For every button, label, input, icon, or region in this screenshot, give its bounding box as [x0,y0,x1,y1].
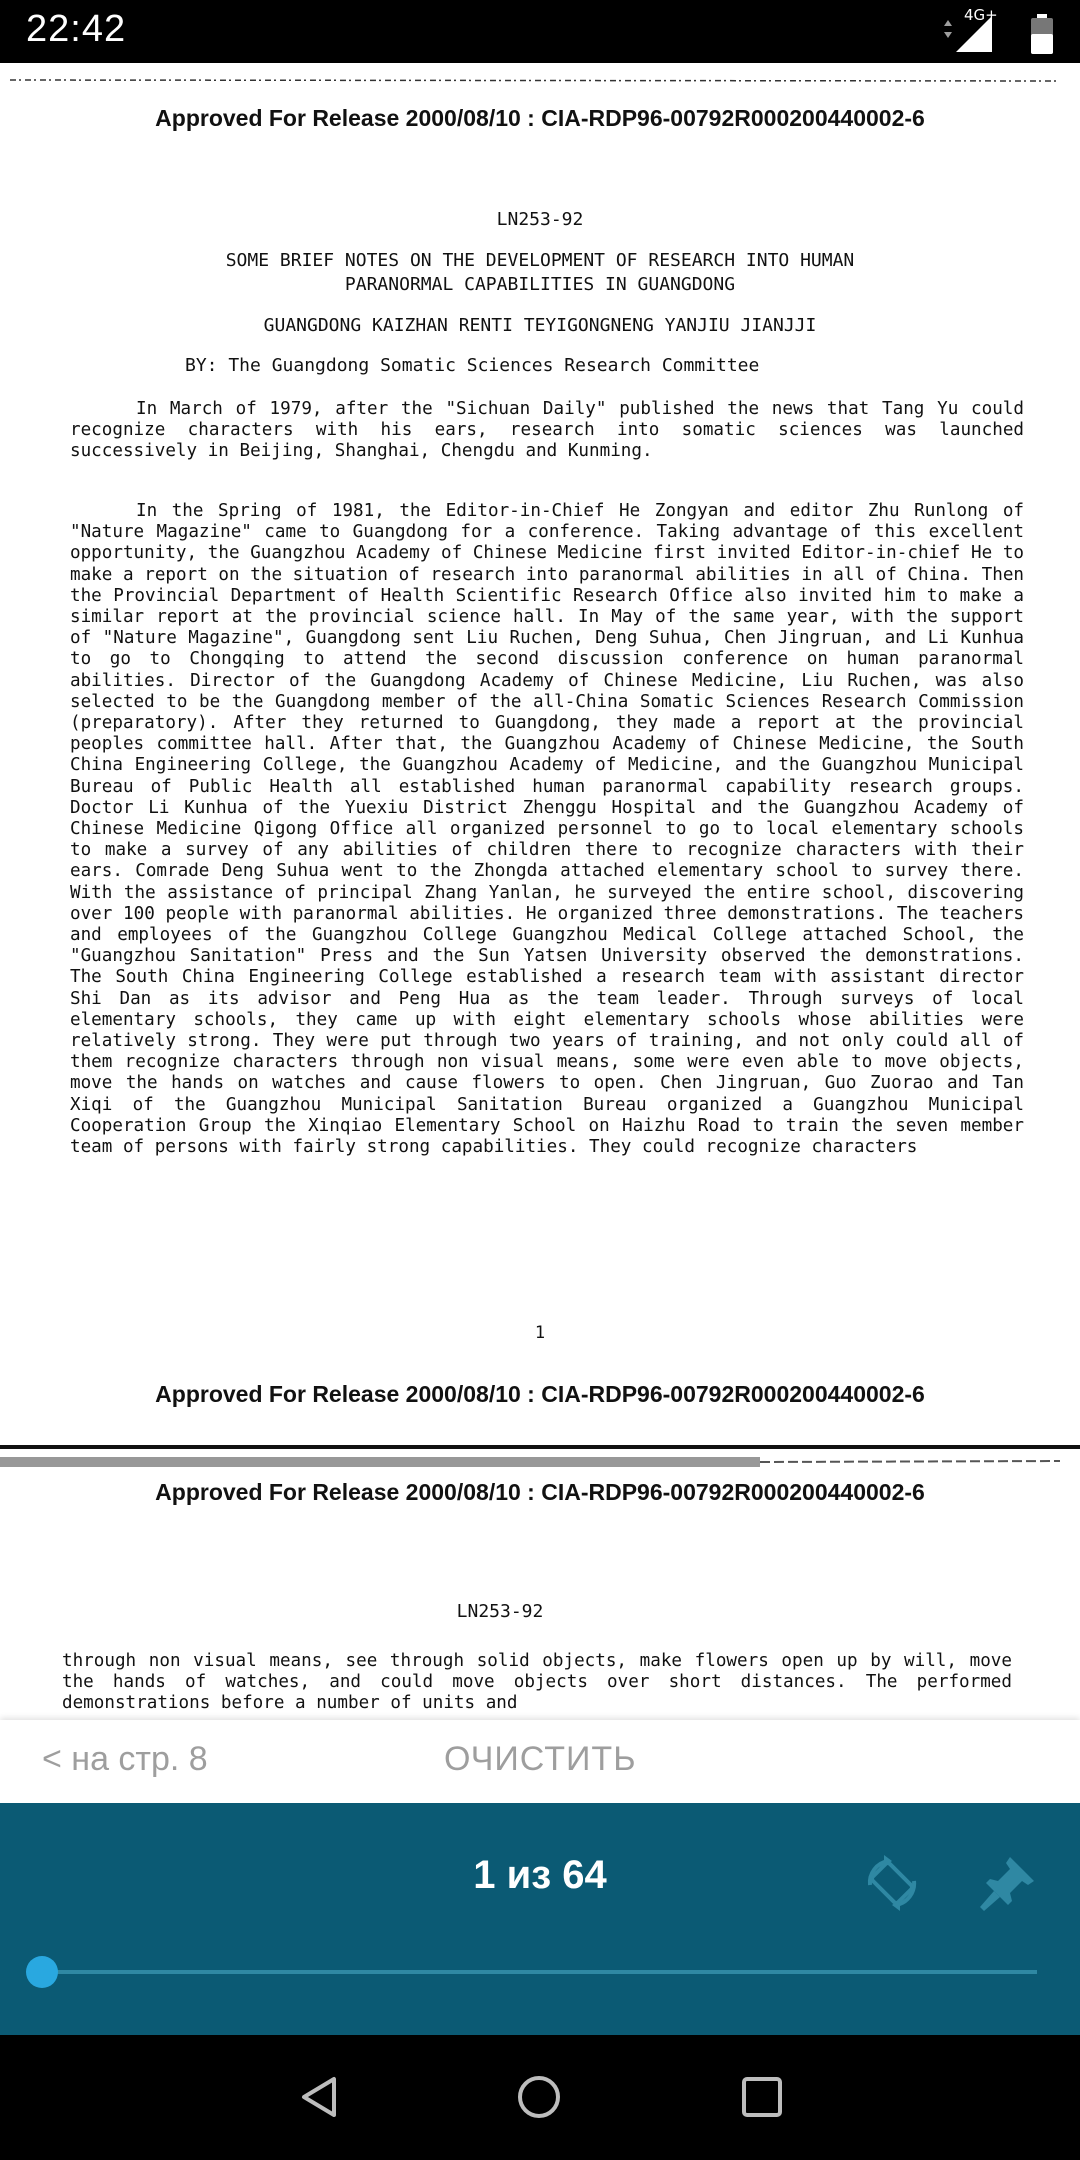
title-line-2: PARANORMAL CAPABILITIES IN GUANGDONG [344,274,736,295]
rotate-screen-icon[interactable] [860,1851,924,1915]
page-number: 1 [534,1323,546,1343]
document-id: LN253-92 [496,209,584,230]
back-triangle-icon[interactable] [296,2073,344,2121]
scan-streak [0,77,1080,85]
scan-streak [0,1455,1080,1469]
page-slider-track[interactable] [42,1970,1037,1974]
clear-button[interactable]: ОЧИСТИТЬ [444,1740,637,1778]
status-time: 22:42 [26,8,127,50]
home-circle-icon[interactable] [515,2073,563,2121]
page-divider [0,1445,1080,1449]
paragraph-2: In the Spring of 1981, the Editor-in-Chief He Zongyan and editor Zhu Runlong of "Nature Magazine" came to Guangdong for a conference. Taking advantage of this excellent opportunity, the Guangzhou Academy of Chinese Medicine first invited Editor-in-chief He to make a report on the situation of research into paranormal abilities in all of China. Then the Provincial Department of Health Scientific Research Office also invited him to make a similar report at the provincial science hall. In May of the same year, with the support of "Nature Magazine", Guangdong sent Liu Ruchen, Deng Suhua, Chen Jingruan, and Li Kunhua to go to Chongqing to attend the second discussion conference on human paranormal abilities. Director of the Guangdong Academy of Chinese Medicine, Liu Ruchen, was also selected to be the Guangdong member of the all-China Somatic Sciences Research Commission (preparatory). After they returned to Guangdong, they made a report at the provincial peoples committee hall. After that, the Guangzhou Academy of Chinese Medicine, the South China Engineering College, the Guangzhou Academy of Medicine, and the Guangzhou Municipal Bureau of Public Health all established human paranormal capability research groups. Doctor Li Kunhua of the Yuexiu District Zhenggu Hospital and the Guangzhou Academy of Chinese Medicine Qigong Office all organized personnel to go to local elementary schools to make a survey of any abilities of children there to recognize characters with their ears. Comrade Deng Suhua went to the Zhongda attached elementary school to survey there. With the assistance of principal Zhang Yanlan, he surveyed the entire school, discovering over 100 people with paranormal abilities. He organized three demonstrations. The teachers and employees of the Guangzhou College Guangzhou Medical College attached School, the "Guangzhou Sanitation" Press and the Sun Yatsen University observed the demonstrations. The South China Engineering College established a research team with assistant director Shi Dan as its advisor and Peng Hua as the team leader. Through surveys of local elementary schools, they came up with eight elementary schools whose abilities were relatively strong. They were put through two years of training, and not only could all of them recognize characters through non visual means, some were even able to move objects, move the hands on watches and cause flowers to open. Chen Jingruan, Guo Zuorao and Tan Xiqi of the Guangzhou Municipal Sanitation Bureau organized a Guangzhou Municipal Cooperation Group the Xinqiao Elementary School on Haizhu Road to train the seven member team of persons with fairly strong capabilities. They could recognize characters [70,501,1024,1158]
page-slider-thumb[interactable] [26,1956,58,1988]
network-type-label: 4G+ [964,6,998,24]
pin-icon[interactable] [976,1851,1040,1915]
paragraph-page-2: through non visual means, see through solid objects, make flowers open up by will, move the hands of watches, and could move objects over short distances. The performed demonstrations before a number of units and [62,1651,1012,1714]
page-control-panel [0,1803,1080,2035]
system-nav-bar [0,2035,1080,2160]
paragraph-1: In March of 1979, after the "Sichuan Daily" published the news that Tang Yu could recognize characters with his ears, research into somatic sciences was launched successively in Beijing, Shanghai, Chengdu and Kunming. [70,399,1024,462]
title-line-1: SOME BRIEF NOTES ON THE DEVELOPMENT OF RESEARCH INTO HUMAN [225,250,855,271]
search-result-strip [0,1720,1080,1803]
document-page-1[interactable] [0,63,1080,1445]
back-to-page-link[interactable]: < на стр. 8 [42,1740,208,1778]
document-author: BY: The Guangdong Somatic Sciences Research Committee [185,355,760,376]
document-subtitle: GUANGDONG KAIZHAN RENTI TEYIGONGNENG YANJIU JIANJJI [263,315,817,336]
page-indicator: 1 из 64 [473,1853,607,1897]
battery-icon [1030,14,1054,54]
document-viewer[interactable] [0,63,1080,1803]
release-header: Approved For Release 2000/08/10 : CIA-RDP96-00792R000200440002-6 [155,105,925,131]
document-title [0,249,1080,297]
status-icons [940,8,1060,56]
release-header-page-2: Approved For Release 2000/08/10 : CIA-RDP96-00792R000200440002-6 [155,1479,925,1505]
status-bar [0,0,1080,63]
recents-square-icon[interactable] [738,2073,786,2121]
release-footer: Approved For Release 2000/08/10 : CIA-RDP96-00792R000200440002-6 [155,1381,925,1407]
document-id-page-2: LN253-92 [456,1601,544,1622]
